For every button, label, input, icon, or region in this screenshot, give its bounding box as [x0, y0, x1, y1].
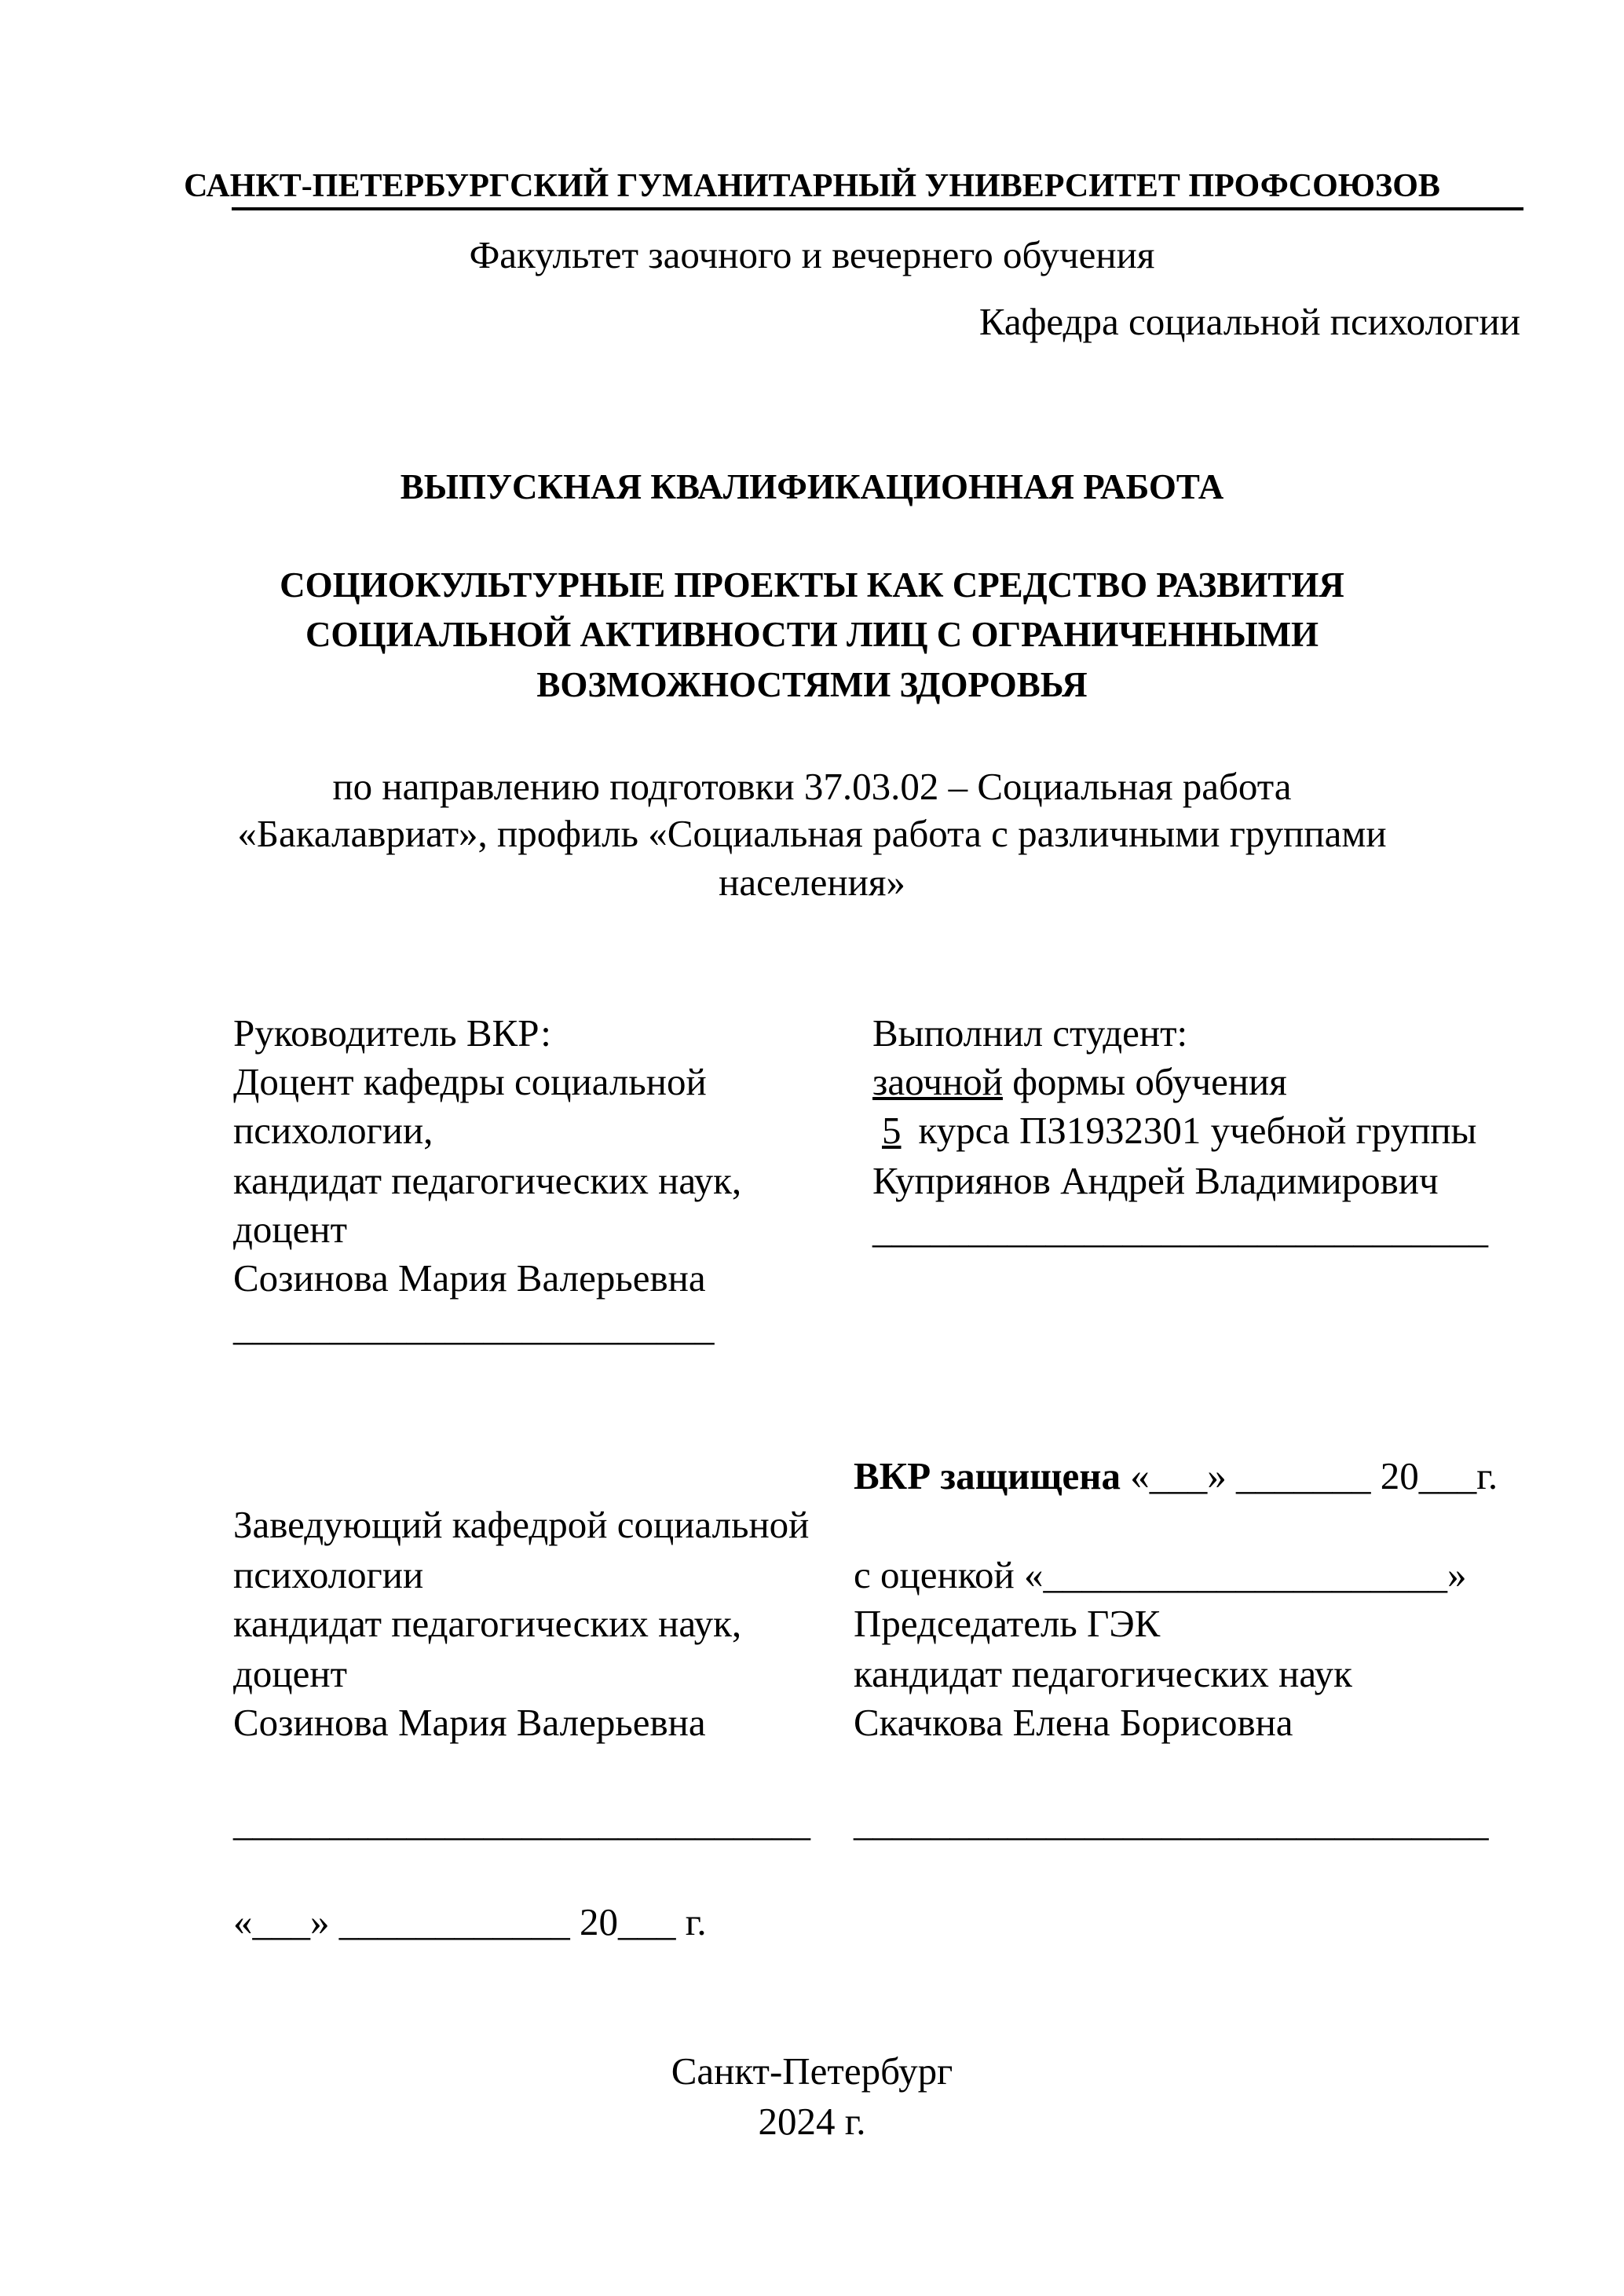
student-form [872, 1058, 1287, 1106]
department-name: Кафедра социальной психологии [978, 300, 1520, 343]
direction-line-3: населения» [719, 861, 905, 904]
supervisor-position-cont: психологии, [233, 1109, 433, 1152]
defense-date-blank: «___» _______ 20___г. [1121, 1454, 1498, 1497]
student-name: Куприянов Андрей Владимирович [872, 1159, 1439, 1202]
study-form-rest: формы обучения [1002, 1060, 1287, 1103]
direction-line-1: по направлению подготовки 37.03.02 – Социальная работа [332, 765, 1292, 808]
chair-name: Скачкова Елена Борисовна [854, 1701, 1293, 1744]
student-course [872, 1106, 1476, 1155]
defense-grade: с оценкой «_____________________» [854, 1553, 1467, 1596]
title-line-1: СОЦИОКУЛЬТУРНЫЕ ПРОЕКТЫ КАК СРЕДСТВО РАЗВИТИЯ [280, 565, 1344, 605]
year: 2024 г. [758, 2100, 866, 2143]
direction-line-2: «Бакалавриат», профиль «Социальная работа с различными группами [237, 812, 1387, 855]
university-name: САНКТ-ПЕТЕРБУРГСКИЙ ГУМАНИТАРНЫЙ УНИВЕРСИТЕТ ПРОФСОЮЗОВ [184, 168, 1440, 204]
supervisor-signature-line: _________________________ [233, 1305, 715, 1348]
student-heading: Выполнил студент: [872, 1011, 1188, 1055]
head-title: доцент [233, 1652, 348, 1695]
city: Санкт-Петербург [671, 2049, 953, 2093]
head-name: Созинова Мария Валерьевна [233, 1701, 706, 1744]
head-position-cont: психологии [233, 1553, 424, 1596]
title-line-2: СОЦИАЛЬНОЙ АКТИВНОСТИ ЛИЦ С ОГРАНИЧЕННЫМИ [305, 615, 1319, 654]
study-form: заочной [872, 1060, 1003, 1103]
supervisor-title: доцент [233, 1208, 348, 1251]
chair-signature-line: _________________________________ [854, 1801, 1489, 1844]
supervisor-position: Доцент кафедры социальной [233, 1060, 707, 1103]
head-date-line: «___» ____________ 20___ г. [233, 1900, 707, 1943]
head-position: Заведующий кафедрой социальной [233, 1503, 810, 1546]
header-divider [232, 207, 1523, 210]
chair-title: Председатель ГЭК [854, 1602, 1161, 1645]
supervisor-name: Созинова Мария Валерьевна [233, 1256, 706, 1300]
course-number: 5 [882, 1109, 902, 1152]
course-rest: курса ПЗ1932301 учебной группы [918, 1109, 1477, 1152]
head-degree: кандидат педагогических наук, [233, 1602, 742, 1645]
head-signature-line: ______________________________ [233, 1801, 810, 1844]
defense-date [854, 1452, 1498, 1501]
work-type: ВЫПУСКНАЯ КВАЛИФИКАЦИОННАЯ РАБОТА [400, 467, 1224, 506]
student-signature-line: ________________________________ [872, 1208, 1488, 1251]
defense-label: ВКР защищена [854, 1454, 1121, 1497]
title-line-3: ВОЗМОЖНОСТЯМИ ЗДОРОВЬЯ [536, 665, 1088, 704]
faculty-name: Факультет заочного и вечернего обучения [469, 233, 1155, 276]
chair-degree: кандидат педагогических наук [854, 1652, 1352, 1695]
supervisor-heading: Руководитель ВКР: [233, 1011, 551, 1055]
supervisor-degree: кандидат педагогических наук, [233, 1159, 742, 1202]
